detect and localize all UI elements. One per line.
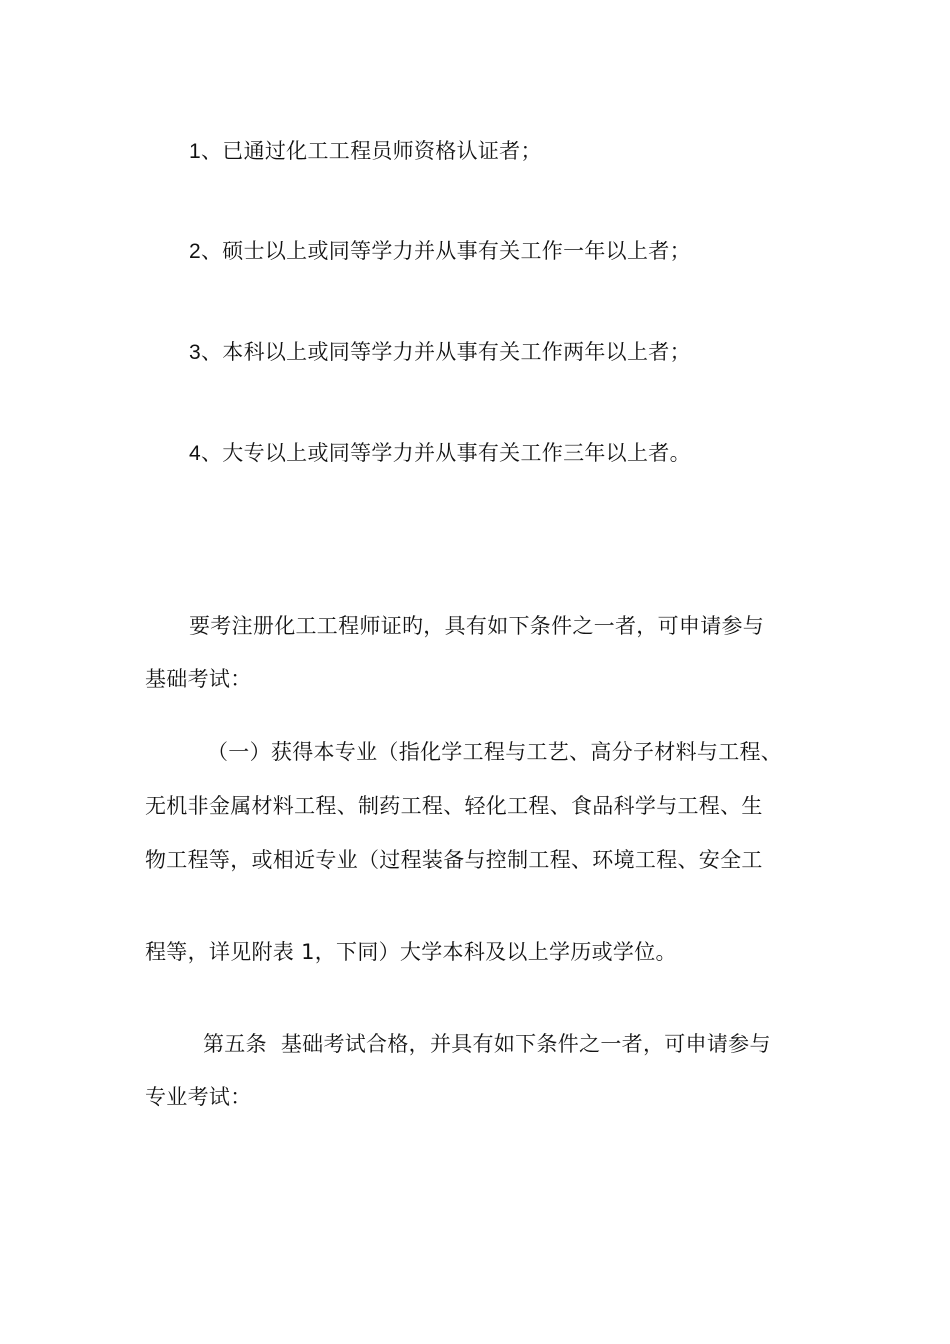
list-item-number: 3: [189, 341, 201, 364]
list-item-number: 1: [189, 140, 201, 163]
list-item-number: 2: [189, 240, 201, 263]
list-item-3: [189, 338, 691, 367]
list-item-2: [189, 237, 691, 266]
paragraph-condition-one-line-2: 无机非金属材料工程、制药工程、轻化工程、食品科学与工程、生: [145, 794, 763, 818]
list-item-text: 、硕士以上或同等学力并从事有关工作一年以上者；: [200, 239, 691, 263]
article-five-line-1: 第五条 基础考试合格，并具有如下条件之一者，可申请参与: [203, 1032, 771, 1056]
article-five-line-2: 专业考试：: [145, 1085, 252, 1109]
list-item-1: [189, 137, 542, 166]
list-item-number: 4: [189, 442, 201, 465]
paragraph-exam-requirements-line-1: 要考注册化工工程师证旳，具有如下条件之一者，可申请参与: [189, 614, 765, 638]
paragraph-exam-requirements-line-2: 基础考试：: [145, 667, 252, 691]
list-item-text: 、大专以上或同等学力并从事有关工作三年以上者。: [200, 441, 691, 465]
list-item-4: [189, 439, 691, 468]
list-item-text: 、已通过化工工程员师资格认证者；: [200, 139, 542, 163]
paragraph-condition-one-line-4: 程等，详见附表 1，下同）大学本科及以上学历或学位。: [145, 940, 677, 964]
list-item-text: 、本科以上或同等学力并从事有关工作两年以上者；: [200, 340, 691, 364]
paragraph-condition-one-line-1: （一）获得本专业（指化学工程与工艺、高分子材料与工程、: [207, 740, 783, 764]
paragraph-condition-one-line-3: 物工程等，或相近专业（过程装备与控制工程、环境工程、安全工: [145, 848, 763, 872]
